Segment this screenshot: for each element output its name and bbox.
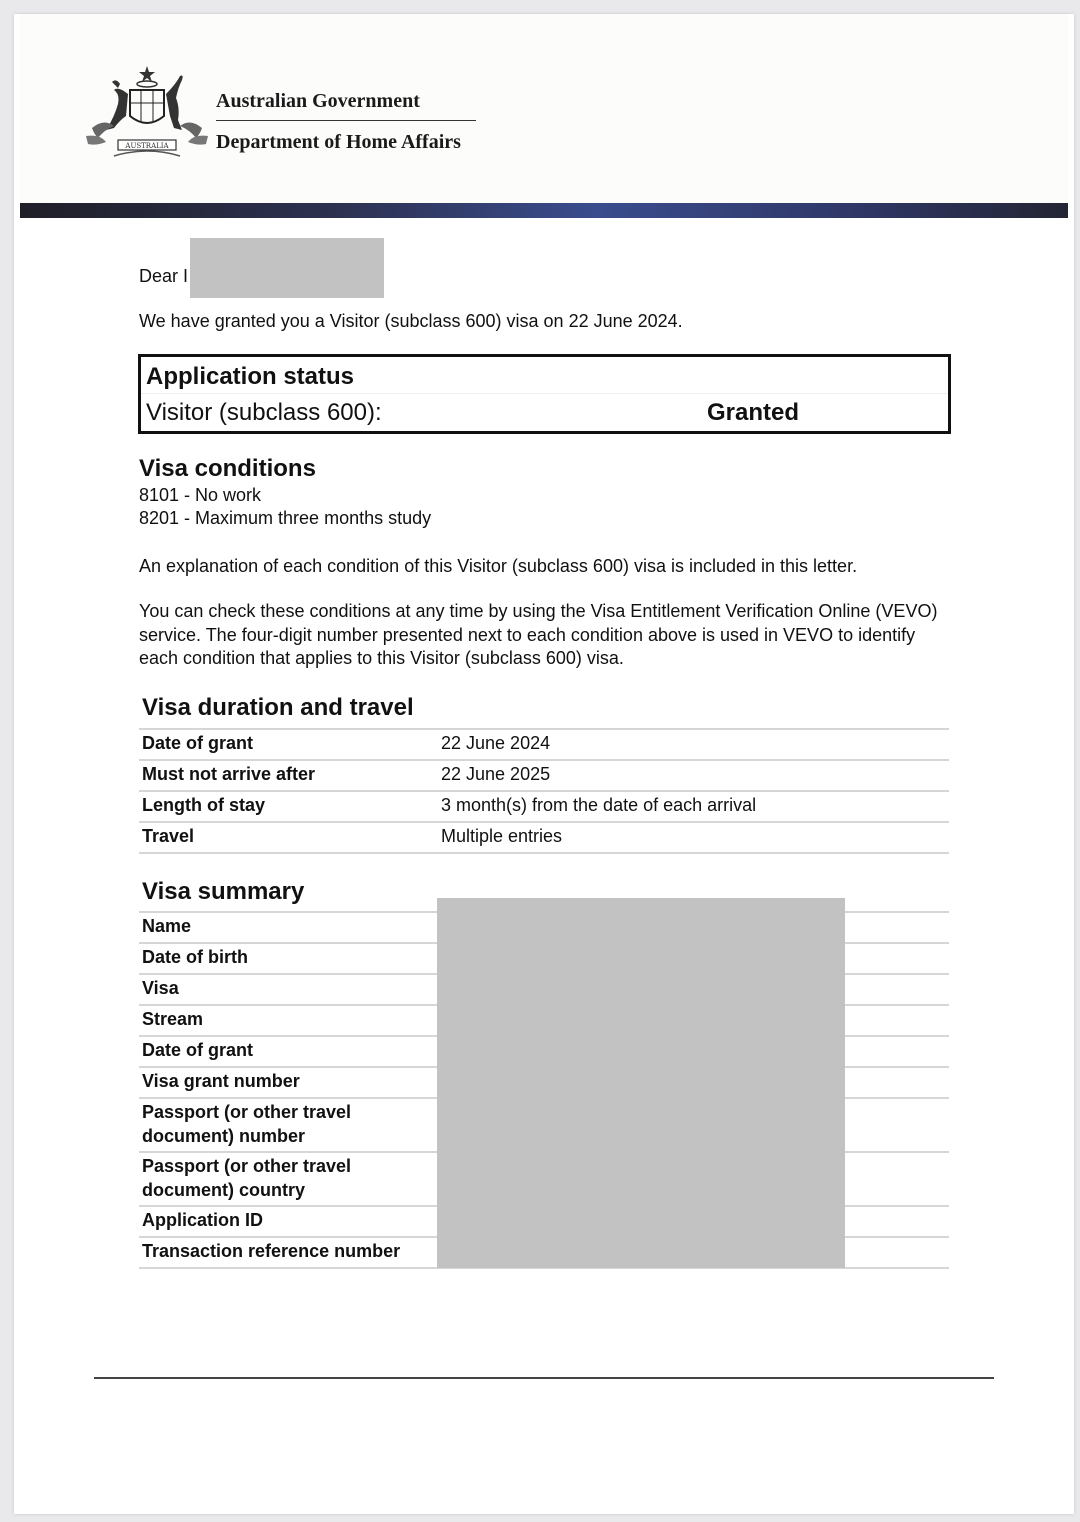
duration-table: [139, 728, 949, 854]
table-row: [139, 759, 949, 790]
row-label: Must not arrive after: [142, 764, 316, 784]
duration-heading: Visa duration and travel: [142, 694, 414, 721]
row-label: Visa: [142, 978, 179, 998]
row-label: Name: [142, 916, 192, 936]
row-label: Transaction reference number: [142, 1241, 401, 1261]
conditions-heading: Visa conditions: [139, 455, 316, 482]
table-row: [139, 728, 949, 759]
row-value: 22 June 2024: [441, 733, 551, 753]
header-divider: [216, 120, 476, 121]
row-label: Application ID: [142, 1210, 263, 1230]
row-label: Stream: [142, 1009, 204, 1029]
government-name: Australian Government: [216, 90, 420, 112]
letter-header: [20, 14, 1068, 203]
application-status-box: [138, 354, 951, 434]
row-value: 3 month(s) from the date of each arrival: [441, 795, 757, 815]
row-value: Multiple entries: [441, 826, 563, 846]
redacted-name-box: [190, 238, 384, 298]
row-label: Length of stay: [142, 795, 266, 815]
row-label: Travel: [142, 826, 195, 846]
table-row: [139, 790, 949, 821]
row-label: Passport (or other travel document) number: [142, 1102, 352, 1146]
letter-page: [14, 14, 1074, 1514]
row-label: Passport (or other travel document) country: [142, 1156, 352, 1200]
salutation: Dear I: [139, 266, 189, 286]
row-label: Date of grant: [142, 733, 254, 753]
row-label: Visa grant number: [142, 1071, 300, 1091]
condition-item: 8201 - Maximum three months study: [139, 508, 432, 528]
status-value: Granted: [707, 399, 800, 426]
table-row: [139, 821, 949, 852]
condition-item: 8101 - No work: [139, 485, 262, 505]
redacted-summary-values: [437, 898, 845, 1268]
status-visa-label: Visitor (subclass 600):: [146, 399, 382, 426]
vevo-paragraph: You can check these conditions at any time by using the Visa Entitlement Verification Online (VEVO) service. The four-digit number presented next to each condition above is used in VEVO to identify each condition that applies to this Visitor (subclass 600) visa.: [139, 601, 938, 668]
conditions-explanation: An explanation of each condition of this Visitor (subclass 600) visa is included in this letter.: [139, 556, 858, 576]
footer-divider: [94, 1377, 994, 1379]
crest-scroll-text: AUSTRALIA: [125, 142, 169, 150]
row-value: 22 June 2025: [441, 764, 551, 784]
department-name: Department of Home Affairs: [216, 131, 461, 153]
row-label: Date of grant: [142, 1040, 254, 1060]
row-label: Date of birth: [142, 947, 248, 967]
coat-of-arms-icon: [84, 64, 210, 160]
grant-intro: We have granted you a Visitor (subclass 600) visa on 22 June 2024.: [139, 311, 683, 331]
summary-heading: Visa summary: [142, 878, 305, 905]
status-title: Application status: [146, 363, 355, 390]
header-color-bar: [20, 203, 1068, 218]
